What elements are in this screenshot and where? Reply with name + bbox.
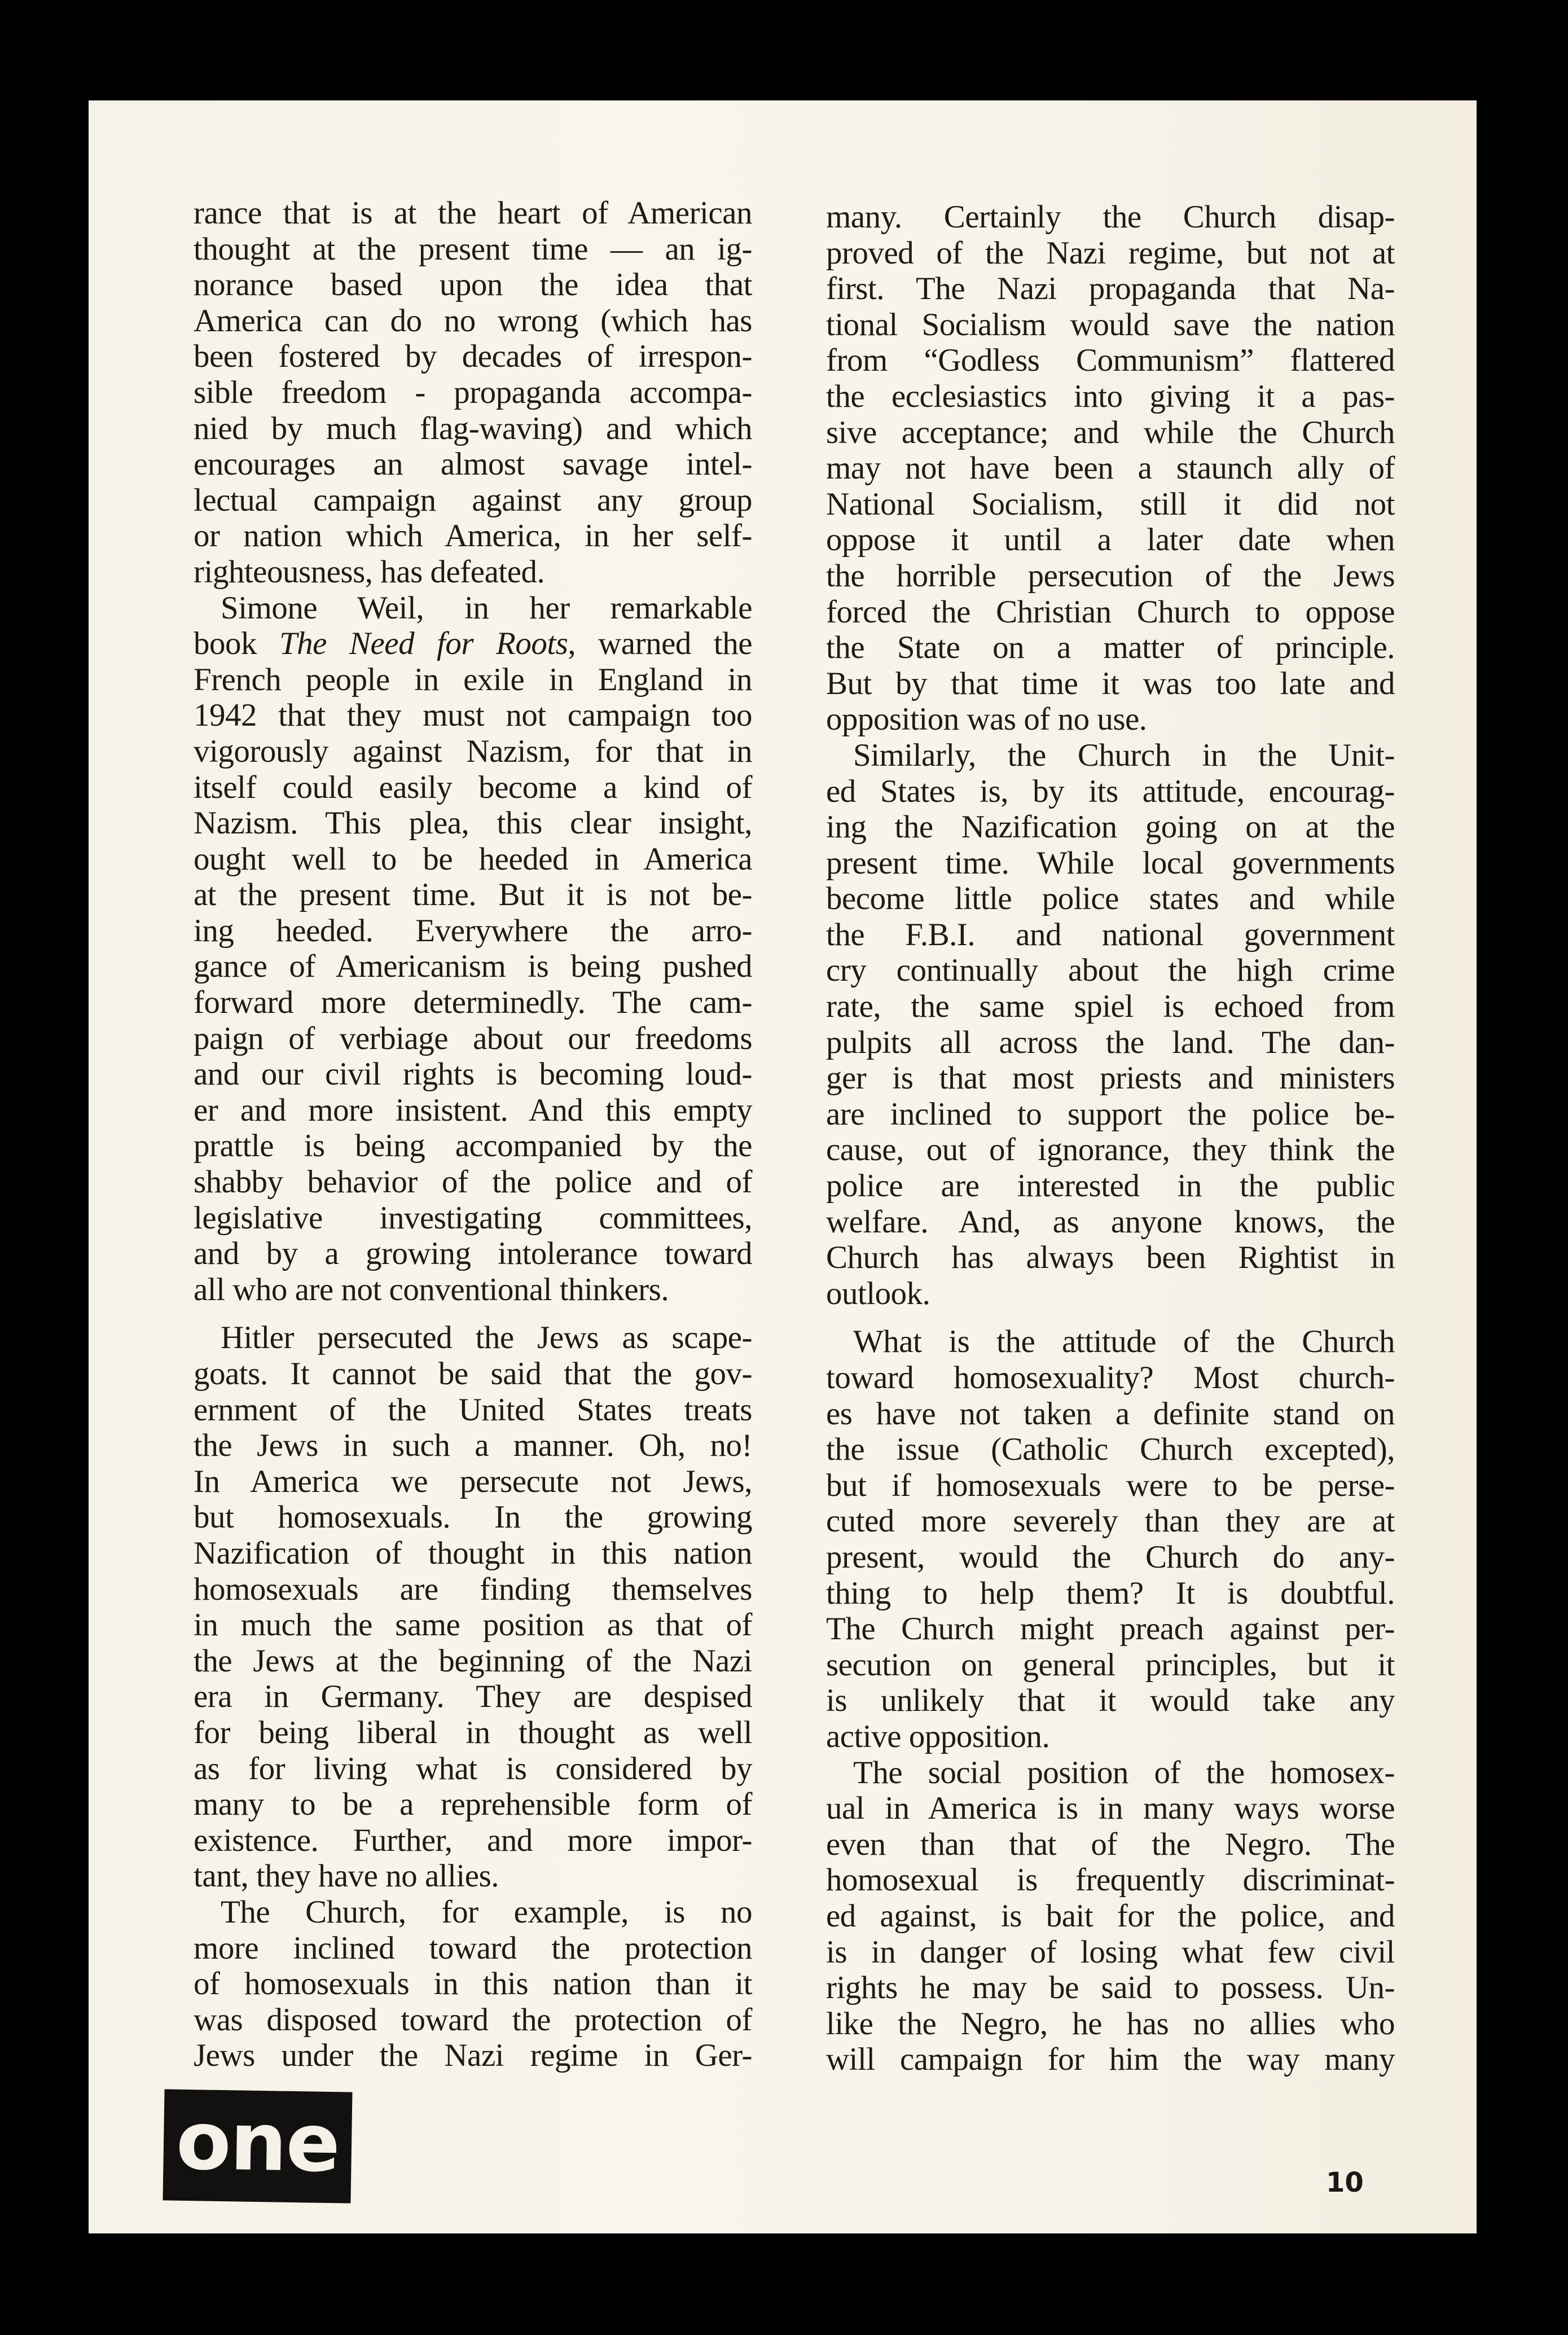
text-line: legislative investigating committees, [194, 1200, 752, 1236]
paragraph-start-line: The Church, for example, is no [221, 1894, 752, 1930]
text-line: homosexuals are finding themselves [194, 1571, 752, 1607]
text-line: present time. While local governments [826, 845, 1395, 881]
text-line: the F.B.I. and national government [826, 916, 1395, 953]
text-line: outlook. [826, 1275, 930, 1311]
text-line: present, would the Church do any- [826, 1539, 1395, 1575]
left-text-column [194, 195, 752, 2074]
text-line: many to be a reprehensible form of [194, 1787, 752, 1823]
text-line: ernment of the United States treats [194, 1392, 752, 1428]
text-line: the issue (Catholic Church excepted), [826, 1432, 1395, 1468]
book-title: The Need for Roots [279, 626, 568, 662]
text-line: toward homosexuality? Most church- [826, 1360, 1395, 1395]
text-line: but homosexuals. In the growing [194, 1499, 752, 1535]
paragraph-start-line: What is the attitude of the Church [853, 1324, 1395, 1360]
text-line: ual in America is in many ways worse [826, 1790, 1395, 1827]
text-line: er and more insistent. And this empty [194, 1092, 752, 1128]
text-line: and by a growing intolerance toward [194, 1236, 752, 1272]
paragraph-start-line: The social position of the homosex- [853, 1754, 1395, 1790]
text-line: but if homosexuals were to be perse- [826, 1467, 1395, 1503]
text-line: homosexual is frequently discriminat- [826, 1862, 1395, 1898]
text-line: sible freedom - propaganda accompa- [194, 374, 752, 410]
text-line: may not have been a staunch ally of [826, 450, 1395, 486]
text-fragment: book [194, 626, 279, 662]
text-line: the ecclesiastics into giving it a pas- [826, 378, 1395, 414]
text-line: of homosexuals in this nation than it [194, 1966, 752, 2002]
paragraph-start-line: Hitler persecuted the Jews as scape- [221, 1320, 752, 1356]
paragraph-start-line: Similarly, the Church in the Unit- [853, 737, 1395, 773]
text-line: era in Germany. They are despised [194, 1679, 752, 1715]
text-line: righteousness, has defeated. [194, 554, 545, 590]
text-line: first. The Nazi propaganda that Na- [826, 271, 1395, 307]
text-line: the horrible persecution of the Jews [826, 558, 1395, 594]
text-line: es have not taken a definite stand on [826, 1395, 1395, 1432]
text-line: opposition was of no use. [826, 701, 1147, 738]
text-line: ing heeded. Everywhere the arro- [194, 912, 752, 949]
text-line: will campaign for him the way many [826, 2042, 1395, 2078]
text-line: the Jews at the beginning of the Nazi [194, 1643, 752, 1679]
text-line: cry continually about the high crime [826, 953, 1395, 989]
text-line: ed States is, by its attitude, encourag- [826, 773, 1395, 809]
text-line: welfare. And, as anyone knows, the [826, 1204, 1395, 1240]
text-line: like the Negro, he has no allies who [826, 2005, 1395, 2042]
text-line: at the present time. But it is not be- [194, 877, 752, 913]
text-line: been fostered by decades of irrespon- [194, 339, 752, 375]
text-line: many. Certainly the Church disap- [826, 199, 1395, 235]
text-fragment: , warned the [568, 626, 752, 662]
text-line: tant, they have no allies. [194, 1858, 499, 1894]
text-line: proved of the Nazi regime, but not at [826, 235, 1395, 271]
text-line: pulpits all across the land. The dan- [826, 1024, 1395, 1060]
text-line: encourages an almost savage intel- [194, 446, 752, 482]
text-line: is in danger of losing what few civil [826, 1934, 1395, 1970]
text-line: gance of Americanism is being pushed [194, 949, 752, 985]
text-line: thing to help them? It is doubtful. [826, 1575, 1395, 1611]
logo-text: one [175, 2094, 340, 2190]
text-line: was disposed toward the protection of [194, 2002, 752, 2038]
text-line: paign of verbiage about our freedoms [194, 1020, 752, 1056]
text-line: vigorously against Nazism, for that in [194, 733, 752, 769]
paragraph-start-line: Simone Weil, in her remarkable [221, 590, 752, 626]
text-line: French people in exile in England in [194, 661, 752, 697]
text-line: prattle is being accompanied by the [194, 1128, 752, 1164]
text-line-with-book-title [194, 626, 752, 662]
text-line: Nazification of thought in this nation [194, 1535, 752, 1571]
text-line: as for living what is considered by [194, 1750, 752, 1787]
text-line: America can do no wrong (which has [194, 302, 752, 339]
text-line: lectual campaign against any group [194, 482, 752, 518]
text-line: secution on general principles, but it [826, 1647, 1395, 1683]
text-line: in much the same position as that of [194, 1607, 752, 1643]
text-line: all who are not conventional thinkers. [194, 1271, 669, 1307]
text-line: 1942 that they must not campaign too [194, 697, 752, 734]
text-line: thought at the present time — an ig- [194, 231, 752, 267]
text-line: is unlikely that it would take any [826, 1683, 1395, 1719]
text-line: Church has always been Rightist in [826, 1240, 1395, 1276]
text-line: nied by much flag-waving) and which [194, 410, 752, 446]
text-line: In America we persecute not Jews, [194, 1463, 752, 1499]
text-line: the State on a matter of principle. [826, 630, 1395, 666]
text-line: rate, the same spiel is echoed from [826, 989, 1395, 1025]
text-line: cause, out of ignorance, they think the [826, 1132, 1395, 1168]
text-line: ed against, is bait for the police, and [826, 1898, 1395, 1934]
text-line: rights he may be said to possess. Un- [826, 1970, 1395, 2006]
right-text-column [826, 199, 1395, 2078]
text-line: are inclined to support the police be- [826, 1096, 1395, 1132]
text-line: sive acceptance; and while the Church [826, 414, 1395, 450]
page-number: 10 [1326, 2167, 1364, 2198]
text-line: and our civil rights is becoming loud- [194, 1056, 752, 1092]
text-line: or nation which America, in her self- [194, 518, 752, 554]
text-line: from “Godless Communism” flattered [826, 343, 1395, 379]
text-line: cuted more severely than they are at [826, 1503, 1395, 1539]
text-line: forced the Christian Church to oppose [826, 594, 1395, 630]
text-line: The Church might preach against per- [826, 1611, 1395, 1647]
text-line: shabby behavior of the police and of [194, 1164, 752, 1200]
text-line: itself could easily become a kind of [194, 769, 752, 805]
text-line: forward more determinedly. The cam- [194, 985, 752, 1021]
text-line: Jews under the Nazi regime in Ger- [194, 2038, 752, 2074]
one-magazine-logo [162, 2089, 352, 2203]
text-line: ing the Nazification going on at the [826, 809, 1395, 845]
text-line: Nazism. This plea, this clear insight, [194, 805, 752, 841]
text-line: rance that is at the heart of American [194, 195, 752, 231]
text-line: police are interested in the public [826, 1168, 1395, 1204]
text-line: existence. Further, and more impor- [194, 1822, 752, 1858]
text-line: ought well to be heeded in America [194, 841, 752, 877]
text-line: the Jews in such a manner. Oh, no! [194, 1428, 752, 1464]
text-line: for being liberal in thought as well [194, 1714, 752, 1750]
text-line: tional Socialism would save the nation [826, 306, 1395, 343]
text-line: norance based upon the idea that [194, 267, 752, 303]
magazine-page [89, 100, 1477, 2233]
text-line: National Socialism, still it did not [826, 486, 1395, 522]
text-line: ger is that most priests and ministers [826, 1060, 1395, 1096]
text-line: even than that of the Negro. The [826, 1826, 1395, 1862]
text-line: oppose it until a later date when [826, 522, 1395, 558]
text-line: more inclined toward the protection [194, 1930, 752, 1966]
text-line: become little police states and while [826, 881, 1395, 917]
text-line: goats. It cannot be said that the gov- [194, 1356, 752, 1392]
text-line: active opposition. [826, 1718, 1050, 1754]
text-line: But by that time it was too late and [826, 665, 1395, 701]
